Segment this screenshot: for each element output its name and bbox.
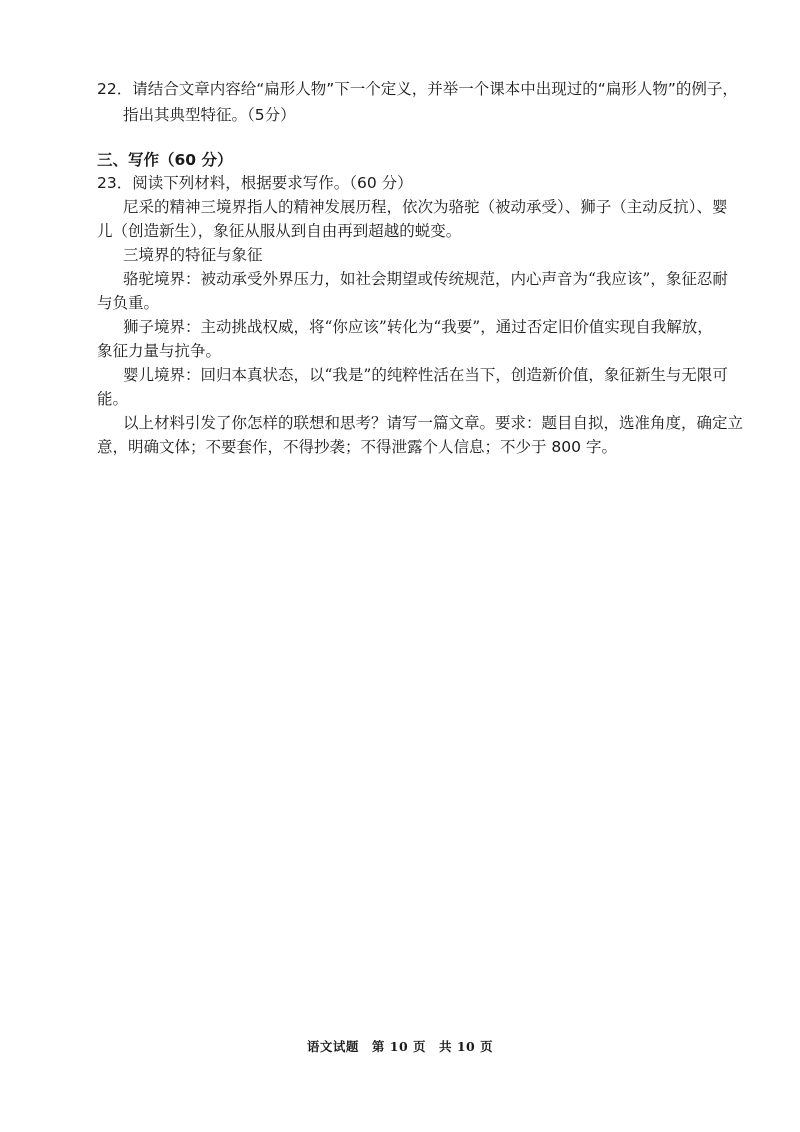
q22-line-1: 22．请结合文章内容给“扁形人物”下一个定义，并举一个课本中出现过的“扁形人物”的例子， <box>97 80 738 98</box>
q22-line-2: 指出其典型特征。（5分） <box>123 106 296 124</box>
section-heading-writing: 三、写作（60 分） <box>97 151 233 169</box>
material-lion-line-2: 象征力量与抗争。 <box>97 342 222 360</box>
material-child-line-1: 婴儿境界：回归本真状态，以“我是”的纯粹性活在当下，创造新价值，象征新生与无限可 <box>123 366 728 384</box>
material-child-line-2: 能。 <box>97 390 129 408</box>
material-subheading: 三境界的特征与象征 <box>123 246 263 264</box>
material-intro-line-2: 儿（创造新生），象征从服从到自由再到超越的蜕变。 <box>97 222 462 240</box>
page-footer: 语文试题 第 10 页 共 10 页 <box>306 1039 494 1054</box>
material-intro-line-1: 尼采的精神三境界指人的精神发展历程，依次为骆驼（被动承受）、狮子（主动反抗）、婴 <box>123 198 728 216</box>
requirement-line-2: 意，明确文体；不要套作，不得抄袭；不得泄露个人信息；不少于 800 字。 <box>97 438 617 456</box>
requirement-line-1: 以上材料引发了你怎样的联想和思考？请写一篇文章。要求：题目自拟，选准角度，确定立 <box>123 414 744 432</box>
q23-prompt: 23．阅读下列材料，根据要求写作。（60 分） <box>97 174 413 192</box>
material-camel-line-2: 与负重。 <box>97 294 160 312</box>
material-camel-line-1: 骆驼境界：被动承受外界压力，如社会期望或传统规范，内心声音为“我应该”，象征忍耐 <box>123 270 728 288</box>
material-lion-line-1: 狮子境界：主动挑战权威，将“你应该”转化为“我要”，通过否定旧价值实现自我解放， <box>123 318 713 336</box>
